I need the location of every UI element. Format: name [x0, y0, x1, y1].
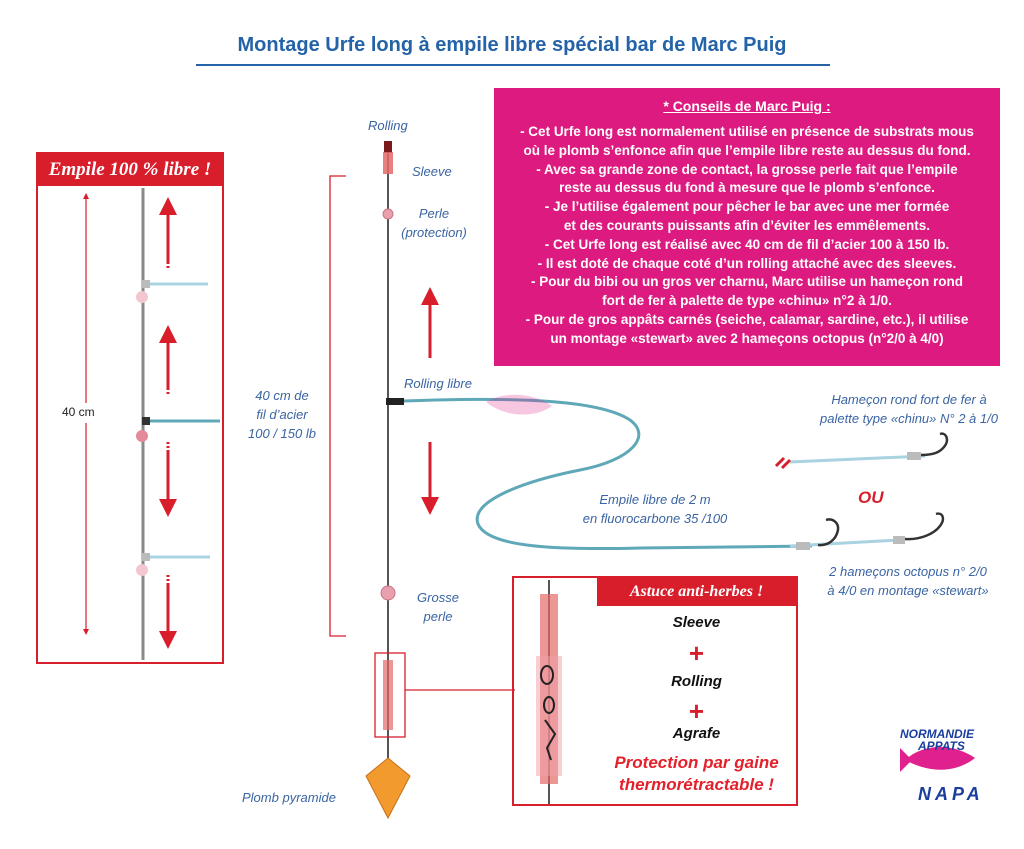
label-grosse-line1: Grosse — [417, 590, 459, 605]
label-length-line1: 40 cm de — [255, 388, 309, 403]
sleeve-top — [383, 152, 393, 174]
label-hook2-line1: 2 hameçons octopus n° 2/0 — [829, 564, 987, 579]
advice-line: et des courants puissants afin d’éviter les emmêlements. — [563, 217, 931, 233]
label-perle — [396, 204, 472, 242]
label-perle-line1: Perle — [418, 206, 450, 221]
logo-line3: NAPA — [918, 784, 984, 804]
label-hook1-line2: palette type «chinu» N° 2 à 1/0 — [820, 411, 998, 426]
sleeve-bottom — [383, 660, 393, 730]
big-bead — [381, 586, 395, 600]
tip-item-rolling: Rolling — [671, 673, 722, 690]
advice-line: - Cet Urfe long est réalisé avec 40 cm de fil d’acier 100 à 150 lb. — [544, 236, 950, 252]
tip-plus: + — [688, 696, 705, 726]
empile-libre-title: Empile 100 % libre ! — [38, 154, 222, 186]
octopus-hook — [818, 519, 838, 545]
label-hook1-line1: Hameçon rond fort de fer à — [831, 392, 987, 407]
pyramid-lead — [366, 758, 410, 818]
watermark-logo — [486, 395, 552, 415]
tip-title: Astuce anti-herbes ! — [597, 578, 796, 606]
tip-plus: + — [688, 638, 705, 668]
hook-sleeve — [907, 452, 921, 460]
octopus-hook — [905, 514, 943, 539]
chinu-hook — [921, 434, 947, 455]
label-grosse-line2: perle — [423, 609, 453, 624]
label-rolling: Rolling — [368, 118, 408, 133]
small-bead — [383, 209, 393, 219]
snood-swivel — [142, 417, 150, 425]
rolling-top — [384, 141, 392, 153]
snood-swivel — [142, 280, 150, 288]
logo-line2: APPATS — [918, 739, 965, 753]
measure-label: 40 cm — [62, 405, 95, 419]
advice-line: où le plomb s’enfonce afin que l’empile libre reste au dessus du fond. — [523, 142, 971, 158]
bead — [136, 564, 148, 576]
advice-line: - Il est doté de chaque coté d’un rolling attaché avec des sleeves. — [537, 255, 957, 271]
page-title: Montage Urfe long à empile libre spécial bar de Marc Puig — [237, 34, 787, 56]
label-empile-line1: Empile libre de 2 m — [599, 492, 711, 507]
advice-title: * Conseils de Marc Puig : — [663, 98, 831, 114]
tip-item-agrafe: Agrafe — [672, 725, 721, 742]
advice-line: - Pour du bibi ou un gros ver charnu, Marc utilise un hameçon rond — [530, 274, 964, 290]
label-hook-chinu — [800, 390, 1018, 428]
advice-line: fort de fer à palette de type «chinu» n°2 à 1/0. — [602, 293, 892, 309]
rolling-libre — [386, 398, 404, 405]
advice-line: - Je l’utilise également pour pêcher le bar avec une mer formée — [544, 199, 950, 215]
label-sleeve: Sleeve — [412, 164, 452, 179]
label-length-line3: 100 / 150 lb — [248, 426, 316, 441]
tip-protection-line1: Protection par gaine — [614, 753, 779, 772]
label-grosse-perle — [400, 588, 476, 626]
advice-line: un montage «stewart» avec 2 hameçons octopus (n°2/0 à 4/0) — [550, 330, 944, 346]
label-perle-line2: (protection) — [401, 225, 467, 240]
advice-line: - Cet Urfe long est normalement utilisé en présence de substrats mous — [520, 124, 974, 139]
label-hook2-line2: à 4/0 en montage «stewart» — [827, 583, 989, 598]
snood-swivel — [142, 553, 150, 561]
label-length-line2: fil d’acier — [256, 407, 308, 422]
label-hook-stewart — [808, 562, 1008, 600]
logo-line1: NORMANDIE — [900, 727, 974, 741]
advice-line: - Avec sa grande zone de contact, la grosse perle fait que l’empile — [536, 161, 958, 177]
label-ou: OU — [858, 488, 884, 507]
bead — [136, 430, 148, 442]
label-plomb: Plomb pyramide — [242, 790, 336, 805]
advice-line: - Pour de gros appâts carnés (seiche, calamar, sardine, etc.), il utilise — [525, 311, 969, 327]
advice-line: reste au dessus du fond à mesure que le plomb s’enfonce. — [559, 180, 935, 196]
tip-protection-line2: thermorétractable ! — [619, 775, 774, 794]
tip-item-sleeve: Sleeve — [672, 614, 721, 631]
bead — [136, 291, 148, 303]
label-length — [236, 386, 328, 443]
length-bracket — [330, 176, 346, 636]
left-panel-drawing — [60, 188, 220, 660]
label-rolling-libre: Rolling libre — [404, 376, 472, 391]
label-empile-line2: en fluorocarbone 35 /100 — [582, 511, 728, 526]
label-empile — [560, 490, 750, 528]
tip-protection — [597, 752, 796, 796]
